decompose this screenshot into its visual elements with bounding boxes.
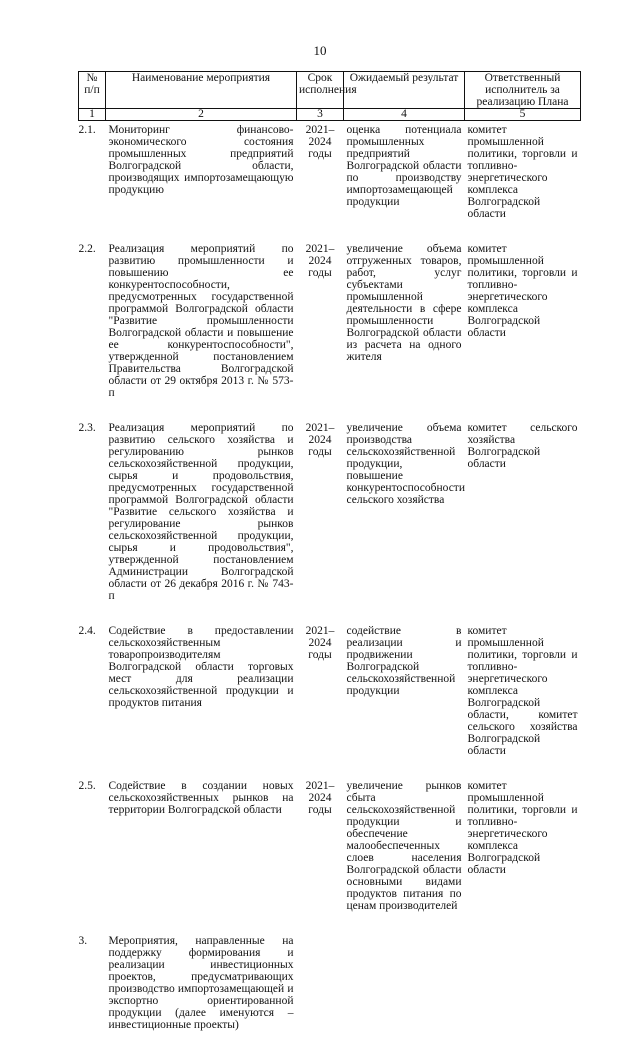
table-row [79,932,581,1051]
table-row [79,419,581,622]
expected-result: увеличение объема отгруженных товаров, работ, услуг субъектами промышленной деятельности в сфере промышленности Волгоградской области из расчета на одного жителя [346,243,462,363]
expected-result: увеличение объема производства сельскохозяйственной продукции, повышение конкурентоспособности сельского хозяйства [346,422,465,506]
measure-name: Реализация мероприятий по развитию сельского хозяйства и регулированию рынков сельскохозяйственной продукции, сырья и продовольствия, предусмотренных государственной программой Волгоградской области "Развитие сельского хозяйства и регулирование рынков сельскохозяйственной продукции, сырья и продовольствия", утвержденной постановлением Администрации Волгоградской области от 26 декабря 2016 г. № 743-п [108,422,294,602]
row-number: 2.4. [78,625,96,637]
column-number: 5 [465,109,581,121]
responsible-executor: комитет промышленной политики, торговли и топливно-энергетического комплекса Волгоградской области, комитет сельского хозяйства Волгоградской области [467,625,578,757]
measure-term: 2021–2024 годы [305,124,335,160]
responsible-executor: комитет промышленной политики, торговли и топливно-энергетического комплекса Волгоградской области [467,780,578,876]
column-number: 3 [297,109,344,121]
table-header [79,72,581,109]
expected-result [344,932,465,1051]
row-number: 2.5. [78,780,96,792]
table-row [79,240,581,419]
responsible-executor: комитет промышленной политики, торговли и топливно-энергетического комплекса Волгоградской области [467,243,578,339]
column-number: 2 [106,109,297,121]
measure-term: 2021–2024 годы [305,422,335,458]
table-row [79,777,581,932]
header-responsible: Ответственный исполнитель за реализацию Плана [465,72,581,109]
row-number: 2.2. [78,243,96,255]
column-number: 1 [79,109,106,121]
measure-name: Содействие в создании новых сельскохозяйственных рынков на территории Волгоградской области [108,780,294,816]
measure-name: Мониторинг финансово-экономического состояния промышленных предприятий Волгоградской области, производящих импортозамещающую продукцию [108,124,294,196]
expected-result: увеличение рынков сбыта сельскохозяйственной продукции и обеспечение малообеспеченных слоев населения Волгоградской области основными видами продуктов питания по ценам производителей [346,780,462,912]
measure-term: 2021–2024 годы [305,780,335,816]
measure-name: Содействие в предоставлении сельскохозяйственным товаропроизводителям Волгоградской области торговых мест для реализации сельскохозяйственной продукции и продуктов питания [108,625,294,709]
measure-term: 2021–2024 годы [305,243,335,279]
responsible-executor: комитет промышленной политики, торговли и топливно-энергетического комплекса Волгоградской области [467,124,578,220]
column-numbers-row [79,109,581,121]
row-number: 2.1. [78,124,96,136]
table-row [79,121,581,241]
page-number: 10 [313,43,327,58]
header-name: Наименование мероприятия [106,72,297,109]
expected-result: содействие в реализации и продвижении Волгоградской сельскохозяйственной продукции [346,625,462,697]
row-number: 2.3. [78,422,96,434]
responsible-executor [465,932,581,1051]
measure-name: Реализация мероприятий по развитию промышленности и повышению ее конкурентоспособности, предусмотренных государственной программой Волгоградской области "Развитие промышленности Волгоградской области и повышение ее конкурентоспособности", утвержденной постановлением Правительства Волгоградской области от 29 октября 2013 г. № 573-п [108,243,294,399]
measure-name: Мероприятия, направленные на поддержку формирования и реализации инвестиционных проектов, предусматривающих производство импортозамещающей и экспортно ориентированной продукции (далее именуются – инвестиционные проекты) [108,935,294,1031]
column-number: 4 [344,109,465,121]
measure-term: 2021–2024 годы [305,625,335,661]
table-row [79,622,581,777]
responsible-executor: комитет сельского хозяйства Волгоградской области [467,422,578,470]
header-result: Ожидаемый результат [344,72,465,109]
header-num: № п/п [79,72,106,109]
row-number: 3. [78,935,88,947]
measure-term [297,932,344,1051]
measures-table [78,71,581,1051]
expected-result: оценка потенциала промышленных предприятий Волгоградской области по производству импортозамещающей продукции [346,124,462,208]
header-term: Срок исполнения [297,72,344,109]
